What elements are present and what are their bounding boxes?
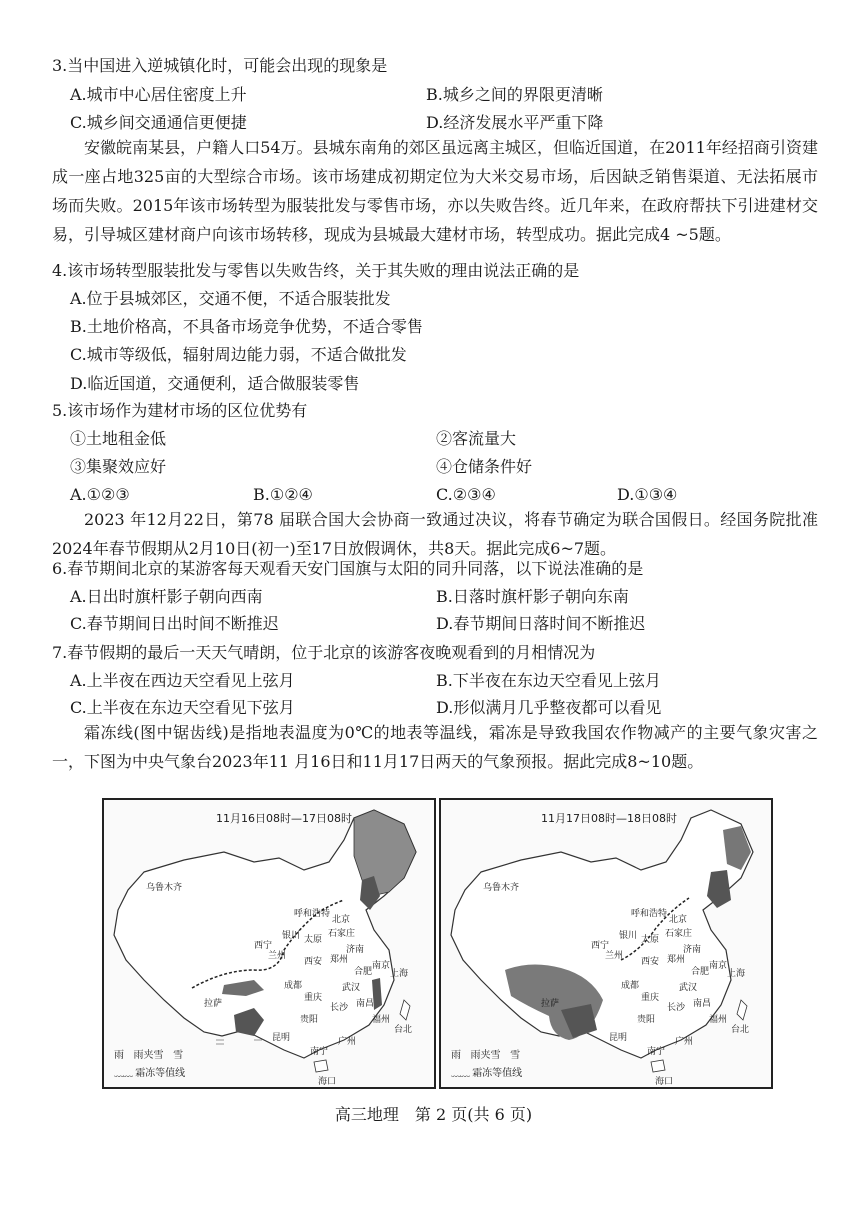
q5-item-2: ②客流量大: [436, 429, 517, 448]
city-label: 北京: [669, 915, 688, 925]
city-label: 海口: [318, 1077, 337, 1087]
q7-option-c: C.上半夜在东边天空看见下弦月: [70, 698, 295, 717]
city-label: 武汉: [679, 983, 698, 993]
city-label: 南京: [372, 961, 391, 971]
city-label: 兰州: [268, 951, 287, 961]
city-label: 乌鲁木齐: [146, 883, 183, 893]
city-label: 银川: [282, 931, 301, 941]
city-label: 太原: [304, 935, 323, 945]
q6-option-b: B.日落时旗杆影子朝向东南: [436, 587, 629, 606]
city-label: 贵阳: [300, 1015, 319, 1025]
map2-legend-precip: [451, 1046, 520, 1061]
q3-stem: 3.当中国进入逆城镇化时，可能会出现的现象是: [52, 56, 388, 75]
weather-map-nov16: [102, 798, 436, 1089]
city-label: 长沙: [667, 1003, 686, 1013]
q5-item-3: ③集聚效应好: [70, 457, 167, 476]
city-label: 长沙: [330, 1003, 349, 1013]
city-label: 成都: [284, 981, 303, 991]
q3-option-d: D.经济发展水平严重下降: [426, 113, 604, 132]
q5-option-b: B.①②④: [253, 485, 313, 504]
q5-option-d: D.①③④: [617, 485, 678, 504]
city-label: 呼和浩特: [631, 909, 668, 919]
q7-option-a: A.上半夜在西边天空看见上弦月: [70, 671, 295, 690]
q7-option-b: B.下半夜在东边天空看见上弦月: [436, 671, 661, 690]
city-label: 济南: [683, 945, 702, 955]
legend-snow: 雪: [173, 1050, 184, 1061]
city-label: 太原: [641, 935, 660, 945]
legend-sleet: 雨夹雪: [470, 1050, 501, 1061]
taiwan-island: [737, 1000, 747, 1020]
city-label: 福州: [709, 1015, 728, 1025]
city-label: 成都: [621, 981, 640, 991]
map1-title: 11月16日08时—17日08时: [216, 812, 352, 825]
passage-market: 安徽皖南某县，户籍人口54万。县城东南角的郊区虽远离主城区，但临近国道，在2011年经招商引资建成一座占地325亩的大型综合市场。该市场建成初期定位为大米交易市场，后因缺乏销售渠道、无法拓展市场而失败。2015年该市场转型为服装批发与零售市场，亦以失败告终。近几年来，在政府帮扶下引进建材交易，引导城区建材商户向该市场转移，现成为县城最大建材市场，转型成功。据此完成4 ~5题。: [52, 138, 818, 244]
city-label: 福州: [372, 1015, 391, 1025]
q3-option-a: A.城市中心居住密度上升: [70, 85, 247, 104]
hainan-island: [314, 1060, 328, 1072]
city-label: 南京: [709, 961, 728, 971]
weather-map-nov17: [439, 798, 773, 1089]
city-label: 拉萨: [541, 999, 560, 1009]
city-label: 乌鲁木齐: [483, 883, 520, 893]
legend-rain: 雨: [114, 1050, 124, 1061]
city-label: 南昌: [356, 999, 375, 1009]
city-label: 上海: [727, 969, 746, 979]
city-label: 拉萨: [204, 999, 223, 1009]
q5-option-c: C.②③④: [436, 485, 496, 504]
map2-title: 11月17日08时—18日08时: [541, 812, 677, 825]
city-label: 郑州: [667, 955, 686, 965]
legend-sleet: 雨夹雪: [133, 1050, 164, 1061]
city-label: 西宁: [254, 941, 273, 951]
q3-option-b: B.城乡之间的界限更清晰: [426, 85, 603, 104]
city-label: 兰州: [605, 951, 624, 961]
q4-option-d: D.临近国道，交通便利，适合做服装零售: [70, 374, 360, 393]
city-label: 南宁: [310, 1047, 329, 1057]
legend-frost-line: 霜冻等值线: [135, 1068, 186, 1079]
city-label: 郑州: [330, 955, 349, 965]
q7-stem: 7.春节假期的最后一天天气晴朗，位于北京的该游客夜晚观看到的月相情况为: [52, 643, 596, 662]
city-label: 西安: [641, 957, 660, 967]
city-label: 呼和浩特: [294, 909, 331, 919]
taiwan-island: [400, 1000, 410, 1020]
q4-option-a: A.位于县城郊区，交通不便，不适合服装批发: [70, 289, 391, 308]
q4-option-b: B.土地价格高，不具备市场竞争优势，不适合零售: [70, 317, 423, 336]
city-label: 南宁: [647, 1047, 666, 1057]
city-label: 石家庄: [665, 929, 693, 939]
hainan-island: [651, 1060, 665, 1072]
city-label: 广州: [338, 1037, 357, 1047]
q3-option-c: C.城乡间交通通信更便捷: [70, 113, 247, 132]
city-label: 贵阳: [637, 1015, 656, 1025]
city-label: 石家庄: [328, 929, 356, 939]
legend-frost-line: 霜冻等值线: [472, 1068, 523, 1079]
q5-stem: 5.该市场作为建材市场的区位优势有: [52, 401, 308, 420]
city-label: 昆明: [272, 1033, 291, 1043]
city-label: 合肥: [691, 967, 710, 977]
city-label: 济南: [346, 945, 365, 955]
city-label: 银川: [619, 931, 638, 941]
city-label: 昆明: [609, 1033, 628, 1043]
city-label: 西宁: [591, 941, 610, 951]
q6-option-c: C.春节期间日出时间不断推迟: [70, 614, 279, 633]
q4-stem: 4.该市场转型服装批发与零售以失败告终，关于其失败的理由说法正确的是: [52, 261, 580, 280]
city-label: 广州: [675, 1037, 694, 1047]
city-label: 台北: [394, 1025, 413, 1035]
city-label: 海口: [655, 1077, 674, 1087]
q5-item-4: ④仓储条件好: [436, 457, 533, 476]
q5-option-a: A.①②③: [70, 485, 130, 504]
legend-snow: 雪: [510, 1050, 521, 1061]
q4-option-c: C.城市等级低，辐射周边能力弱，不适合做批发: [70, 345, 407, 364]
city-label: 重庆: [641, 993, 660, 1003]
q5-item-1: ①土地租金低: [70, 429, 167, 448]
city-label: 上海: [390, 969, 409, 979]
map1-legend-precip: [114, 1046, 183, 1061]
page-footer: 高三地理 第 2 页(共 6 页): [334, 1105, 533, 1124]
city-label: 武汉: [342, 983, 361, 993]
city-label: 合肥: [354, 967, 373, 977]
city-label: 西安: [304, 957, 323, 967]
q6-option-a: A.日出时旗杆影子朝向西南: [70, 587, 263, 606]
legend-rain: 雨: [451, 1050, 461, 1061]
city-label: 台北: [731, 1025, 750, 1035]
city-label: 南昌: [693, 999, 712, 1009]
q6-stem: 6.春节期间北京的某游客每天观看天安门国旗与太阳的同升同落，以下说法准确的是: [52, 559, 644, 578]
map1-legend-frost: ﹏﹏ 霜冻等值线: [114, 1068, 186, 1079]
map2-legend-frost: ﹏﹏ 霜冻等值线: [451, 1068, 523, 1079]
q6-option-d: D.春节期间日落时间不断推迟: [436, 614, 646, 633]
city-label: 北京: [332, 915, 351, 925]
passage-spring-festival: 2023 年12月22日，第78 届联合国大会协商一致通过决议，将春节确定为联合国假日。经国务院批准2024年春节假期从2月10日(初一)至17日放假调休，共8天。据此完成6~7题。: [52, 510, 818, 558]
passage-frost: 霜冻线(图中锯齿线)是指地表温度为0℃的地表等温线，霜冻是导致我国农作物减产的主要气象灾害之一，下图为中央气象台2023年11 月16日和11月17日两天的气象预报。据此完成8~10题。: [52, 723, 818, 771]
q7-option-d: D.形似满月几乎整夜都可以看见: [436, 698, 662, 717]
city-label: 重庆: [304, 993, 323, 1003]
